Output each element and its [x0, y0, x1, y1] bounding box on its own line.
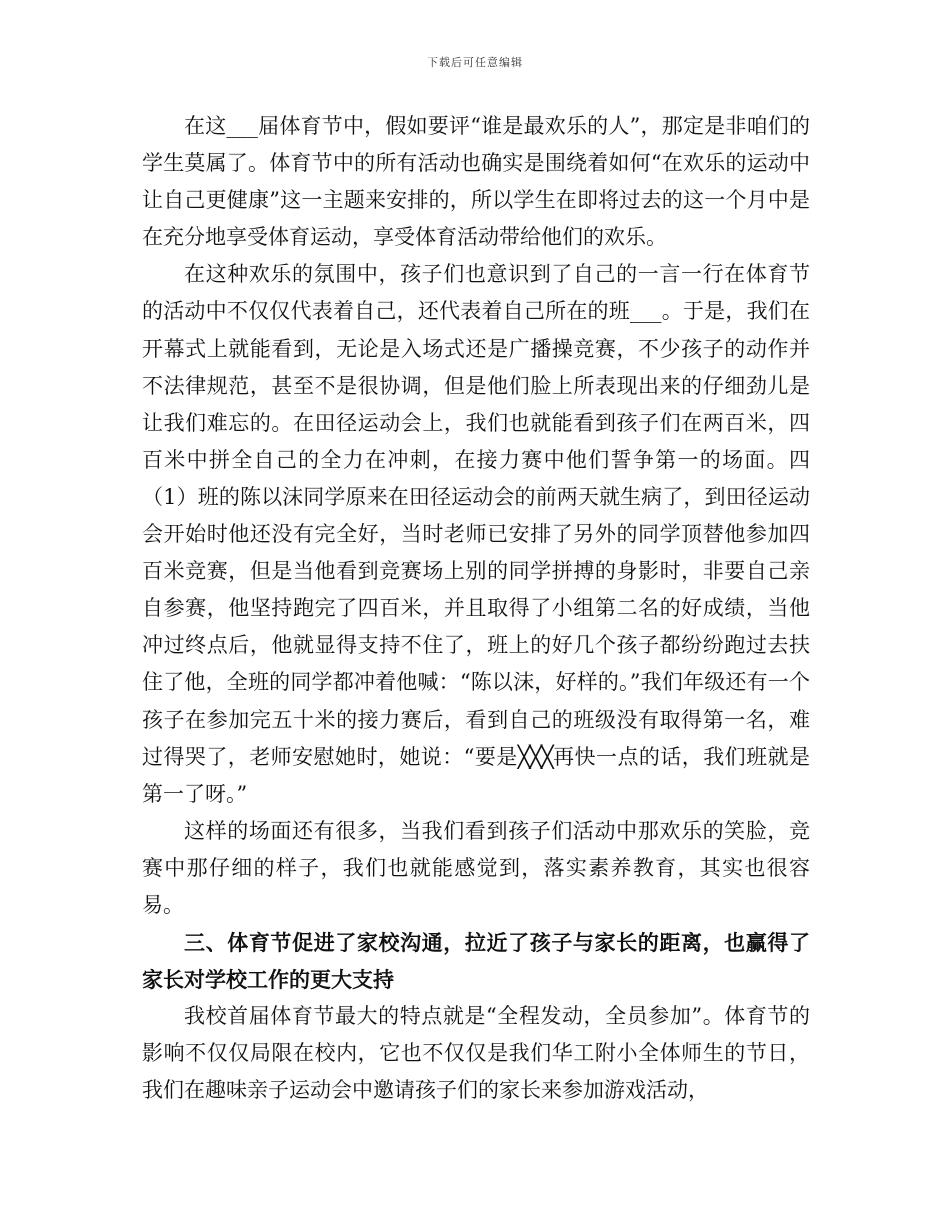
paragraph-2	[142, 256, 810, 812]
section-heading: 三、体育节促进了家校沟通，拉近了孩子与家长的距离，也赢得了家长对学校工作的更大支持	[142, 930, 810, 993]
paragraph-2-tail: 再快一点的话，我们班就是第一了呀。”	[142, 744, 811, 806]
redacted-name-marks: ╳╳╳	[517, 744, 553, 769]
paragraph-4: 我校首届体育节最大的特点就是“全程发动，全员参加”。体育节的影响不仅仅局限在校内，它也不仅仅是我们华工附小全体师生的节日，我们在趣味亲子运动会中邀请孩子们的家长来参加游戏活动，	[142, 1004, 810, 1103]
paragraph-3: 这样的场面还有很多，当我们看到孩子们活动中那欢乐的笑脸，竞赛中那仔细的样子，我们也就能感觉到，落实素养教育，其实也很容易。	[142, 818, 810, 917]
paragraph-1: 在这___届体育节中，假如要评“谁是最欢乐的人”，那定是非咱们的学生莫属了。体育节中的所有活动也确实是围绕着如何“在欢乐的运动中让自己更健康”这一主题来安排的，所以学生在即将过去的这一个月中是在充分地享受体育运动，享受体育活动带给他们的欢乐。	[142, 114, 810, 250]
document-body	[142, 108, 810, 1110]
paragraph-2-text: 在这种欢乐的氛围中，孩子们也意识到了自己的一言一行在体育节的活动中不仅仅代表着自己，还代表着自己所在的班___。于是，我们在开幕式上就能看到，无论是入场式还是广播操竞赛，不少孩子的动作并不法律规范，甚至不是很协调，但是他们脸上所表现出来的仔细劲儿是让我们难忘的。在田径运动会上，我们也就能看到孩子们在两百米，四百米中拼全自己的全力在冲刺，在接力赛中他们誓争第一的场面。四（1）班的陈以沫同学原来在田径运动会的前两天就生病了，到田径运动会开始时他还没有完全好，当时老师已安排了另外的同学顶替他参加四百米竞赛，但是当他看到竞赛场上别的同学拼搏的身影时，非要自己亲自参赛，他坚持跑完了四百米，并且取得了小组第二名的好成绩，当他冲过终点后，他就显得支持不住了，班上的好几个孩子都纷纷跑过去扶住了他，全班的同学都冲着他喊：“陈以沫，好样的。”我们年级还有一个孩子在参加完五十米的接力赛后，看到自己的班级没有取得第一名，难过得哭了，老师安慰她时，她说：“要是	[142, 262, 810, 769]
page-header-note: 下载后可任意编辑	[427, 56, 523, 69]
